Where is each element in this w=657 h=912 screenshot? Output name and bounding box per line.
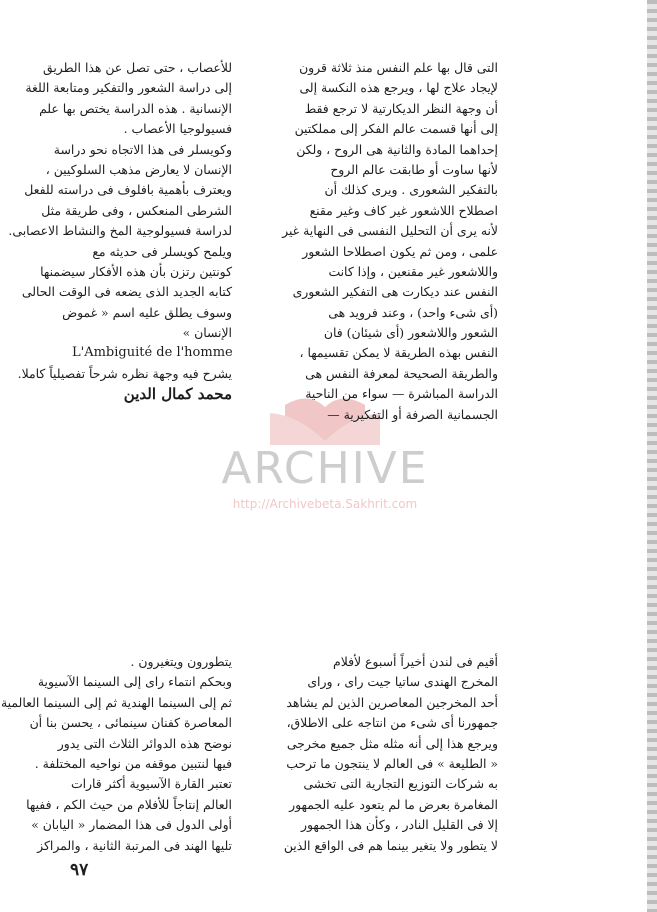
text-line: التى قال بها علم النفس منذ ثلاثة قرون [299, 60, 498, 75]
text-line: إلى أنها قسمت عالم الفكر إلى مملكتين [294, 121, 498, 137]
text-line: المخرج الهندى ساتيا جيت راى ، وراى [307, 674, 498, 690]
text-line: أولى الدول فى هذا المضمار « اليابان » [31, 817, 232, 833]
text-line: (أى شىء واحد) ، وعند فرويد هى [328, 304, 498, 320]
text-line: كونتين رتزن بأن هذه الأفكار سيضمنها [40, 263, 232, 279]
text-line: المغامرة بعرض ما لم يتعود عليه الجمهور [289, 796, 498, 812]
text-line: علمى ، ومن ثم يكون اصطلاحا الشعور [302, 243, 498, 259]
text-line: وكويسلر فى هذا الاتجاه نحو دراسة [53, 141, 232, 157]
text-line: واللاشعور غير مقنعين ، وإذا كانت [328, 263, 498, 279]
text-line: الدراسة المباشرة — سواء من الناحية [305, 386, 498, 402]
text-line: اصطلاح اللاشعور غير كاف وغير مقنع [309, 202, 498, 218]
text-line: المعاصرة كفنان سينمائى ، يحسن بنا أن [29, 715, 232, 731]
text-line: تعتبر القارة الآسيوية أكثر قارات [70, 776, 232, 792]
bottom-right-column [266, 652, 498, 856]
text-line: يتطورون ويتغيرون . [130, 654, 232, 669]
text-line: ويلمح كويسلر فى حديثه مع [92, 243, 232, 259]
text-line: وبحكم انتماء راى إلى السينما الآسيوية [37, 674, 232, 690]
text-line: ويعترف بأهمية بافلوف فى دراسته للفعل [24, 182, 232, 198]
text-line: الإنسان » [182, 325, 232, 341]
text-line: بالتفكير الشعورى . ويرى كذلك أن [324, 182, 498, 198]
author-signature: محمد كمال الدين [123, 385, 232, 404]
text-line: للأعصاب ، حتى تصل عن هذا الطريق [43, 60, 232, 75]
text-line: إحداهما المادة والثانية هى الروح ، ولكن [296, 141, 498, 157]
text-line: لأنها ساوت أو طابقت عالم الروح [330, 161, 498, 177]
text-line: الإنسانية . هذه الدراسة يختص بها علم [39, 100, 232, 116]
text-line: به شركات التوزيع التجارية التى تخشى [303, 776, 498, 792]
text-line: النفس عند ديكارت هى التفكير الشعورى [292, 284, 498, 300]
page-number: ٩٧ [70, 860, 89, 880]
text-line: لدراسة فسيولوجية المخ والنشاط الاعصابى. [8, 223, 232, 239]
text-line: أن وجهة النظر الديكارتية لا ترجع فقط [304, 100, 498, 116]
text-line: إلا فى القليل النادر ، وكأن هذا الجمهور [301, 817, 498, 833]
text-line: إلى دراسة الشعور والتفكير ومتابعة اللغة [25, 80, 232, 96]
text-line: والطريقة الصحيحة لمعرفة النفس هى [305, 365, 498, 381]
top-left-column [8, 58, 233, 405]
text-line: ثم إلى السينما الهندية ثم إلى السينما العالمية [1, 694, 232, 710]
text-line: فيها لنتبين موقفه من نواحيه المختلفة . [34, 755, 232, 771]
text-line: الجسمانية الصرفة أو التفكيرية — [327, 406, 498, 422]
text-line: أحد المخرجين المعاصرين الذين لم يشاهد [286, 694, 498, 710]
text-line: كتابه الجديد الذى يضعه فى الوقت الحالى [21, 284, 232, 300]
bottom-left-column [1, 652, 232, 856]
text-line: لأنه يرى أن التحليل النفسى فى النهاية غير [282, 223, 498, 239]
watermark-title: ARCHIVE [221, 443, 429, 494]
text-line: نوضح هذه الدوائر الثلاث التى يدور [57, 735, 232, 751]
text-line: تليها الهند فى المرتبة الثانية ، والمراكز [37, 837, 232, 853]
latin-book-title: L'Ambiguité de l'homme [72, 345, 233, 361]
top-right-column [266, 58, 498, 425]
text-line: « الطليعة » فى العالم لا ينتجون ما ترحب [286, 755, 498, 771]
text-line: جمهورنا أى شىء من انتاجه على الاطلاق، [286, 715, 498, 731]
text-line: الشرطى المنعكس ، وفى طريقة مثل [41, 202, 232, 218]
text-line: فسيولوجيا الأعصاب . [123, 121, 232, 137]
text-line: العالم إنتاجاً للأفلام من حيث الكم ، ففيها [26, 796, 232, 812]
text-line: ويرجع هذا إلى أنه مثله مثل جميع مخرجى [286, 735, 498, 751]
text-line: لا يتطور ولا يتغير بينما هم فى الواقع الذين [283, 837, 498, 853]
text-line: يشرح فيه وجهة نظره شرحاً تفصيلياً كاملا. [17, 365, 232, 381]
text-line: الشعور واللاشعور (أى شيئان) فان [323, 325, 498, 341]
text-line: وسوف يطلق عليه اسم « غموض [62, 304, 232, 320]
text-line: الإنسان لا يعارض مذهب السلوكيين ، [45, 161, 232, 177]
watermark-url: http://Archivebeta.Sakhrit.com [232, 497, 418, 511]
page-edge-scan-strip [647, 0, 657, 912]
text-line: النفس بهذه الطريقة لا يمكن تقسيمها ، [299, 345, 498, 361]
text-line: لإيجاد علاج لها ، ويرجع هذه النكسة إلى [299, 80, 498, 96]
text-line: أقيم فى لندن أخيراً أسبوع لأفلام [333, 654, 498, 669]
